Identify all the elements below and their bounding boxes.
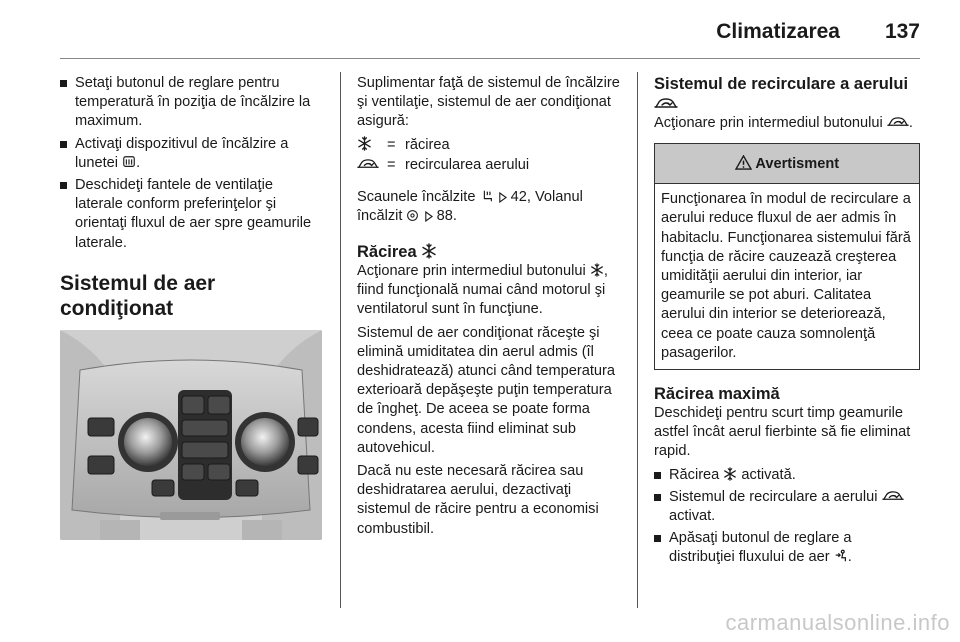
- list-item: = recircularea aerului: [357, 156, 622, 176]
- warning-box: [654, 143, 920, 370]
- section-heading-recirculation: Sistemul de recirculare a aerului: [654, 74, 920, 114]
- column-middle: [357, 74, 622, 543]
- page-number: 137: [884, 20, 920, 43]
- list-item: = răcirea: [357, 136, 622, 156]
- recirculation-icon: [887, 116, 909, 129]
- climate-control-panel-photo: [60, 330, 322, 540]
- bullet-list-heating: [60, 74, 322, 253]
- recirculation-operation: Acţionare prin intermediul butonului .: [654, 115, 913, 131]
- chapter-title: Climatizarea: [716, 20, 840, 43]
- snowflake-icon: [590, 263, 604, 277]
- air-distribution-icon: [834, 549, 848, 563]
- recirculation-icon: [357, 158, 379, 171]
- page-header: [60, 14, 920, 50]
- list-item: Setaţi butonul de reglare pentru temperatură în poziţia de încălzire la maximum.: [60, 74, 322, 132]
- section-heading-max-cooling: Răcirea maximă: [654, 385, 780, 404]
- section-heading-cooling: Răcirea: [357, 242, 622, 262]
- heated-steering-wheel-icon: [406, 209, 419, 222]
- list-item: Apăsaţi butonul de reglare a distribuţiei fluxului de aer .: [654, 529, 920, 567]
- cooling-economy-note: Dacă nu este necesară răcirea sau deshidratarea aerului, dezactivaţi sistemul de răcire pentru a economisi combustibil.: [357, 463, 599, 537]
- snowflake-icon: [357, 136, 372, 151]
- cross-references: Scaunele încălzite 42, Volanul încălzit 88.: [357, 188, 583, 224]
- cooling-operation: Acţionare prin intermediul butonului , fiind funcţională numai când motorul şi ventilatorul sunt în funcţiune.: [357, 263, 608, 318]
- page-ref-icon: [424, 211, 433, 222]
- section-heading-ac: Sistemul de aer condiţionat: [60, 271, 216, 320]
- ac-intro: Suplimentar faţă de sistemul de încălzire şi ventilaţie, sistemul de aer condiţionat asigură:: [357, 75, 620, 130]
- snowflake-icon: [421, 243, 437, 259]
- rear-defrost-icon: [122, 155, 136, 169]
- list-item: Deschideţi fantele de ventilaţie laterale conform preferinţelor şi orientaţi fluxul de aer spre geamurile laterale.: [60, 176, 322, 253]
- cooling-description: Sistemul de aer condiţionat răceşte şi elimină umiditatea din aerul admis (îl deshidratează) atunci când temperatura exterioară depăşeşte puţin temperatura de îngheţ. De aceea se poate forma condens, acesta fiind eliminat sub autovehicul.: [357, 324, 615, 456]
- bullet-list-max-cooling: [654, 466, 920, 568]
- snowflake-icon: [723, 467, 737, 481]
- header-rule: [60, 58, 920, 59]
- warning-header: Avertisment: [655, 144, 919, 184]
- list-item: Răcirea activată.: [654, 466, 920, 485]
- page-ref-icon: [498, 192, 507, 203]
- symbol-definitions: [357, 136, 622, 176]
- column-left: [60, 74, 322, 333]
- column-divider: [340, 72, 341, 608]
- recirculation-icon: [654, 97, 678, 111]
- warning-body: Funcţionarea în modul de recirculare a aerului reduce fluxul de aer admis în habitaclu. Funcţionarea sistemului fără funcţia de răcire cauzează creşterea umidităţii aerului din interior, iar geamurile se pot aburi. Calitatea aerului din interior se deteriorează, ceea ce poate cauza somnolenţă pasagerilor.: [661, 191, 911, 361]
- heated-seat-icon: [480, 189, 494, 203]
- list-item: Activaţi dispozitivul de încălzire a lunetei .: [60, 135, 322, 173]
- warning-triangle-icon: [735, 155, 752, 170]
- watermark: carmanualsonline.info: [725, 610, 950, 635]
- max-cooling-intro: Deschideţi pentru scurt timp geamurile astfel încât aerul fierbinte să fie eliminat rapid.: [654, 405, 911, 460]
- list-item: Sistemul de recirculare a aerului activat.: [654, 488, 920, 526]
- column-divider: [637, 72, 638, 608]
- column-right: [654, 74, 920, 571]
- recirculation-icon: [882, 490, 904, 503]
